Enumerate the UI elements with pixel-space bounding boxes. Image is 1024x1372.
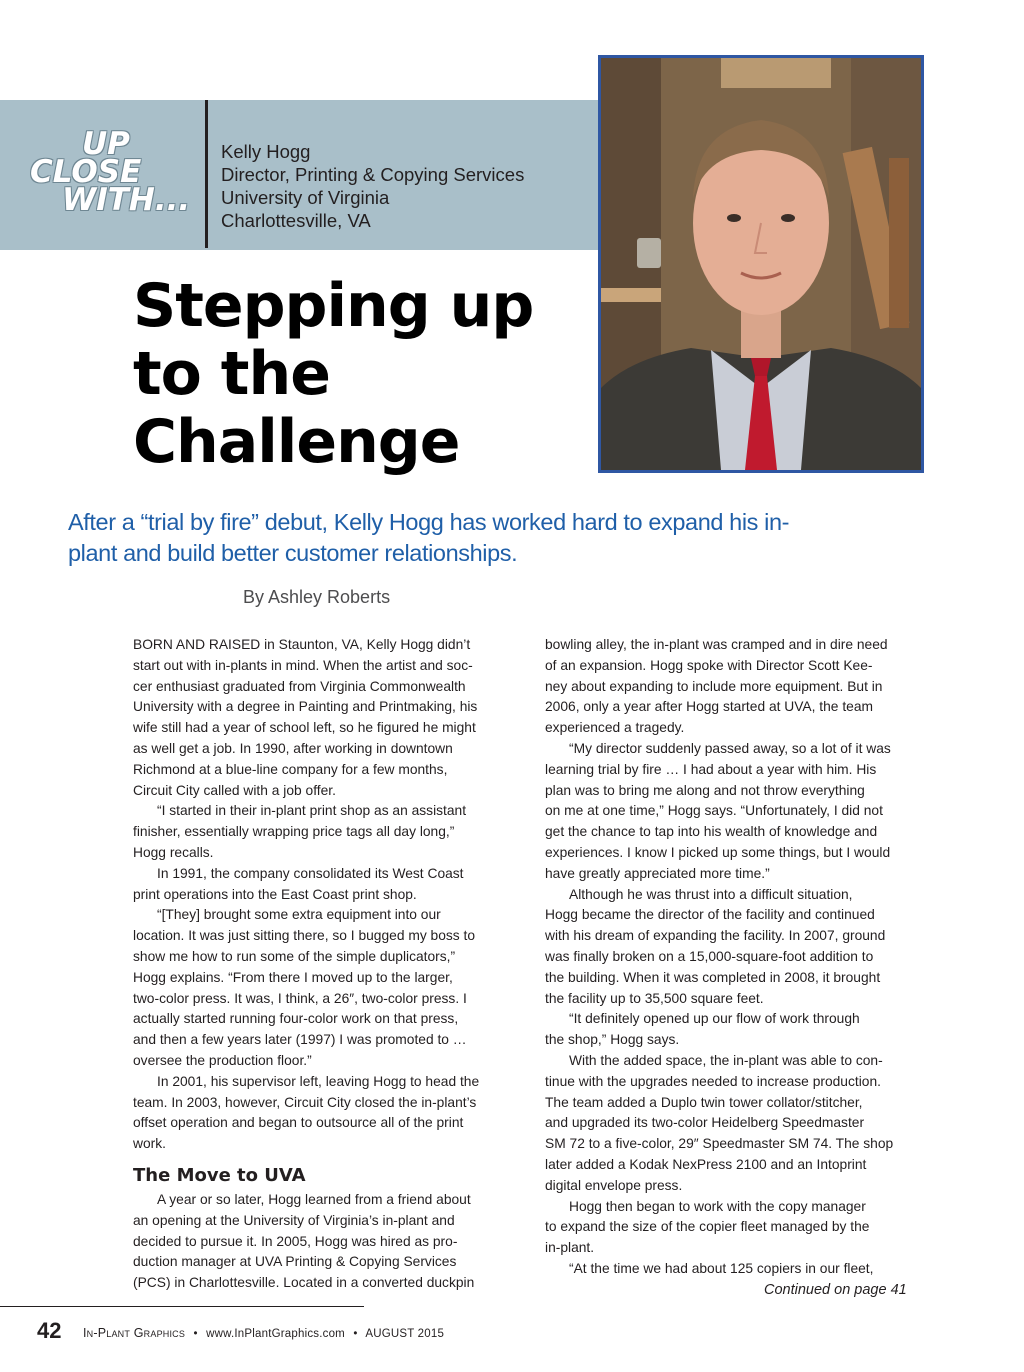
body-line: Hogg explains. “From there I moved up to the larger, bbox=[133, 969, 453, 985]
body-line: In 2001, his supervisor left, leaving Hogg to head the bbox=[157, 1073, 480, 1089]
page-number: 42 bbox=[37, 1318, 62, 1343]
headline-line-3: Challenge bbox=[133, 407, 460, 477]
dek-line-1: After a “trial by fire” debut, Kelly Hogg has worked hard to expand his in- bbox=[68, 509, 790, 535]
body-line: get the chance to tap into his wealth of knowledge and bbox=[545, 824, 878, 840]
profile-title: Director, Printing & Copying Services bbox=[221, 164, 525, 185]
body-line: actually started running four-color work on that press, bbox=[133, 1011, 459, 1027]
body-line: and then a few years later (1997) I was promoted to … bbox=[133, 1032, 467, 1048]
article-dek bbox=[68, 507, 918, 569]
body-line: tinue with the upgrades needed to increase production. bbox=[545, 1073, 881, 1089]
body-line: experiences. I know I picked up some things, but I would bbox=[545, 844, 891, 860]
profile-location: Charlottesville, VA bbox=[221, 210, 371, 231]
body-line: Circuit City called with a job offer. bbox=[133, 782, 336, 798]
body-line: “At the time we had about 125 copiers in our fleet, bbox=[569, 1260, 874, 1276]
profile-name: Kelly Hogg bbox=[221, 141, 311, 162]
section-subhead: The Move to UVA bbox=[133, 1164, 306, 1186]
footer-separator: • bbox=[353, 1328, 358, 1340]
body-line: finisher, essentially wrapping price tags all day long,” bbox=[133, 824, 455, 840]
body-line: (PCS) in Charlottesville. Located in a converted duckpin bbox=[133, 1275, 475, 1291]
body-line: and upgraded its two-color Heidelberg Speedmaster bbox=[545, 1115, 865, 1131]
body-line: with his dream of expanding the facility. In 2007, ground bbox=[545, 928, 886, 944]
body-line: of an expansion. Hogg spoke with Director Scott Kee- bbox=[545, 657, 873, 673]
body-line: location. It was just sitting there, so I bugged my boss to bbox=[133, 928, 476, 944]
body-line: on me at one time,” Hogg says. “Unfortunately, I did not bbox=[545, 803, 883, 819]
badge-line-1: UP bbox=[82, 126, 130, 162]
body-line: BORN AND RAISED in Staunton, VA, Kelly Hogg didn’t bbox=[133, 637, 471, 652]
badge-line-3: WITH... bbox=[62, 182, 191, 218]
body-line: The team added a Duplo twin tower collator/stitcher, bbox=[545, 1094, 863, 1110]
body-line: Hogg then began to work with the copy manager bbox=[569, 1198, 866, 1214]
body-column-1 bbox=[133, 635, 511, 1294]
body-line: Hogg became the director of the facility and continued bbox=[545, 907, 875, 923]
footer-line bbox=[83, 1326, 444, 1340]
body-line: wife still had a year of school left, so he figured he might bbox=[133, 720, 476, 736]
body-line: to expand the size of the copier fleet managed by the bbox=[545, 1219, 870, 1235]
body-line: ney about expanding to include more equipment. But in bbox=[545, 678, 883, 694]
body-line: “It definitely opened up our flow of work through bbox=[569, 1011, 860, 1027]
body-line: the facility up to 35,500 square feet. bbox=[545, 990, 764, 1006]
body-line: in-plant. bbox=[545, 1240, 595, 1256]
body-line: plan was to bring me along and not throw everything bbox=[545, 782, 865, 798]
byline: By Ashley Roberts bbox=[243, 587, 391, 607]
body-line: cer enthusiast graduated from Virginia Commonwealth bbox=[133, 678, 466, 694]
profile-org: University of Virginia bbox=[221, 187, 390, 208]
body-line: A year or so later, Hogg learned from a friend about bbox=[157, 1191, 471, 1207]
headline-line-1: Stepping up bbox=[133, 271, 534, 341]
badge-line-2: CLOSE bbox=[30, 154, 142, 190]
article-headline bbox=[133, 272, 593, 476]
body-line: team. In 2003, however, Circuit City closed the in-plant’s bbox=[133, 1094, 477, 1110]
footer-publication: In-Plant Graphics bbox=[83, 1326, 186, 1340]
body-line: Although he was thrust into a difficult situation, bbox=[569, 886, 853, 902]
body-line: SM 72 to a five-color, 29″ Speedmaster SM 74. The shop bbox=[545, 1136, 894, 1152]
body-line: digital envelope press. bbox=[545, 1177, 683, 1193]
footer-issue: AUGUST 2015 bbox=[365, 1328, 445, 1340]
footer-separator: • bbox=[193, 1328, 198, 1340]
body-line: “[They] brought some extra equipment into our bbox=[157, 907, 441, 923]
body-line: start out with in-plants in mind. When the artist and soc- bbox=[133, 657, 473, 673]
body-line: two-color press. It was, I think, a 26″, two-color press. I bbox=[133, 990, 467, 1006]
body-line: an opening at the University of Virginia’s in-plant and bbox=[133, 1212, 455, 1228]
body-line: Hogg recalls. bbox=[133, 844, 214, 860]
dek-line-2: plant and build better customer relationships. bbox=[68, 540, 518, 566]
body-line: With the added space, the in-plant was able to con- bbox=[569, 1052, 883, 1068]
body-line: duction manager at UVA Printing & Copying Services bbox=[133, 1254, 457, 1270]
body-line: was finally broken on a 15,000-square-foot addition to bbox=[545, 948, 874, 964]
continued-note: Continued on page 41 bbox=[764, 1282, 907, 1298]
body-line: University with a degree in Painting and Printmaking, his bbox=[133, 699, 478, 715]
body-line: offset operation and began to outsource all of the print bbox=[133, 1115, 464, 1131]
body-line: print operations into the East Coast print shop. bbox=[133, 886, 417, 902]
body-line: have greatly appreciated more time.” bbox=[545, 865, 770, 881]
body-line: oversee the production floor.” bbox=[133, 1052, 312, 1068]
body-line: bowling alley, the in-plant was cramped and in dire need bbox=[545, 637, 888, 652]
body-column-2 bbox=[545, 635, 925, 1280]
headline-line-2: to the bbox=[133, 339, 330, 409]
profile-block bbox=[221, 140, 591, 232]
body-line: as well get a job. In 1990, after working in downtown bbox=[133, 740, 453, 756]
body-line: 2006, only a year after Hogg started at UVA, the team bbox=[545, 699, 873, 715]
body-line: “My director suddenly passed away, so a lot of it was bbox=[569, 740, 891, 756]
body-line: the building. When it was completed in 2008, it brought bbox=[545, 969, 881, 985]
body-line: experienced a tragedy. bbox=[545, 720, 685, 736]
body-line: later added a Kodak NexPress 2100 and an Intoprint bbox=[545, 1156, 867, 1172]
footer-rule bbox=[0, 1306, 364, 1307]
body-line: Richmond at a blue-line company for a few months, bbox=[133, 761, 448, 777]
body-line: work. bbox=[133, 1136, 166, 1152]
up-close-with-badge bbox=[20, 126, 205, 218]
portrait-photo bbox=[598, 55, 924, 473]
footer-website: www.InPlantGraphics.com bbox=[206, 1328, 345, 1340]
body-line: “I started in their in-plant print shop as an assistant bbox=[157, 803, 467, 819]
body-line: In 1991, the company consolidated its West Coast bbox=[157, 865, 464, 881]
body-line: learning trial by fire … I had about a year with him. His bbox=[545, 761, 877, 777]
body-line: decided to pursue it. In 2005, Hogg was hired as pro- bbox=[133, 1233, 458, 1249]
body-line: show me how to run some of the simple duplicators,” bbox=[133, 948, 456, 964]
header-divider bbox=[205, 100, 208, 248]
body-line: the shop,” Hogg says. bbox=[545, 1032, 680, 1048]
